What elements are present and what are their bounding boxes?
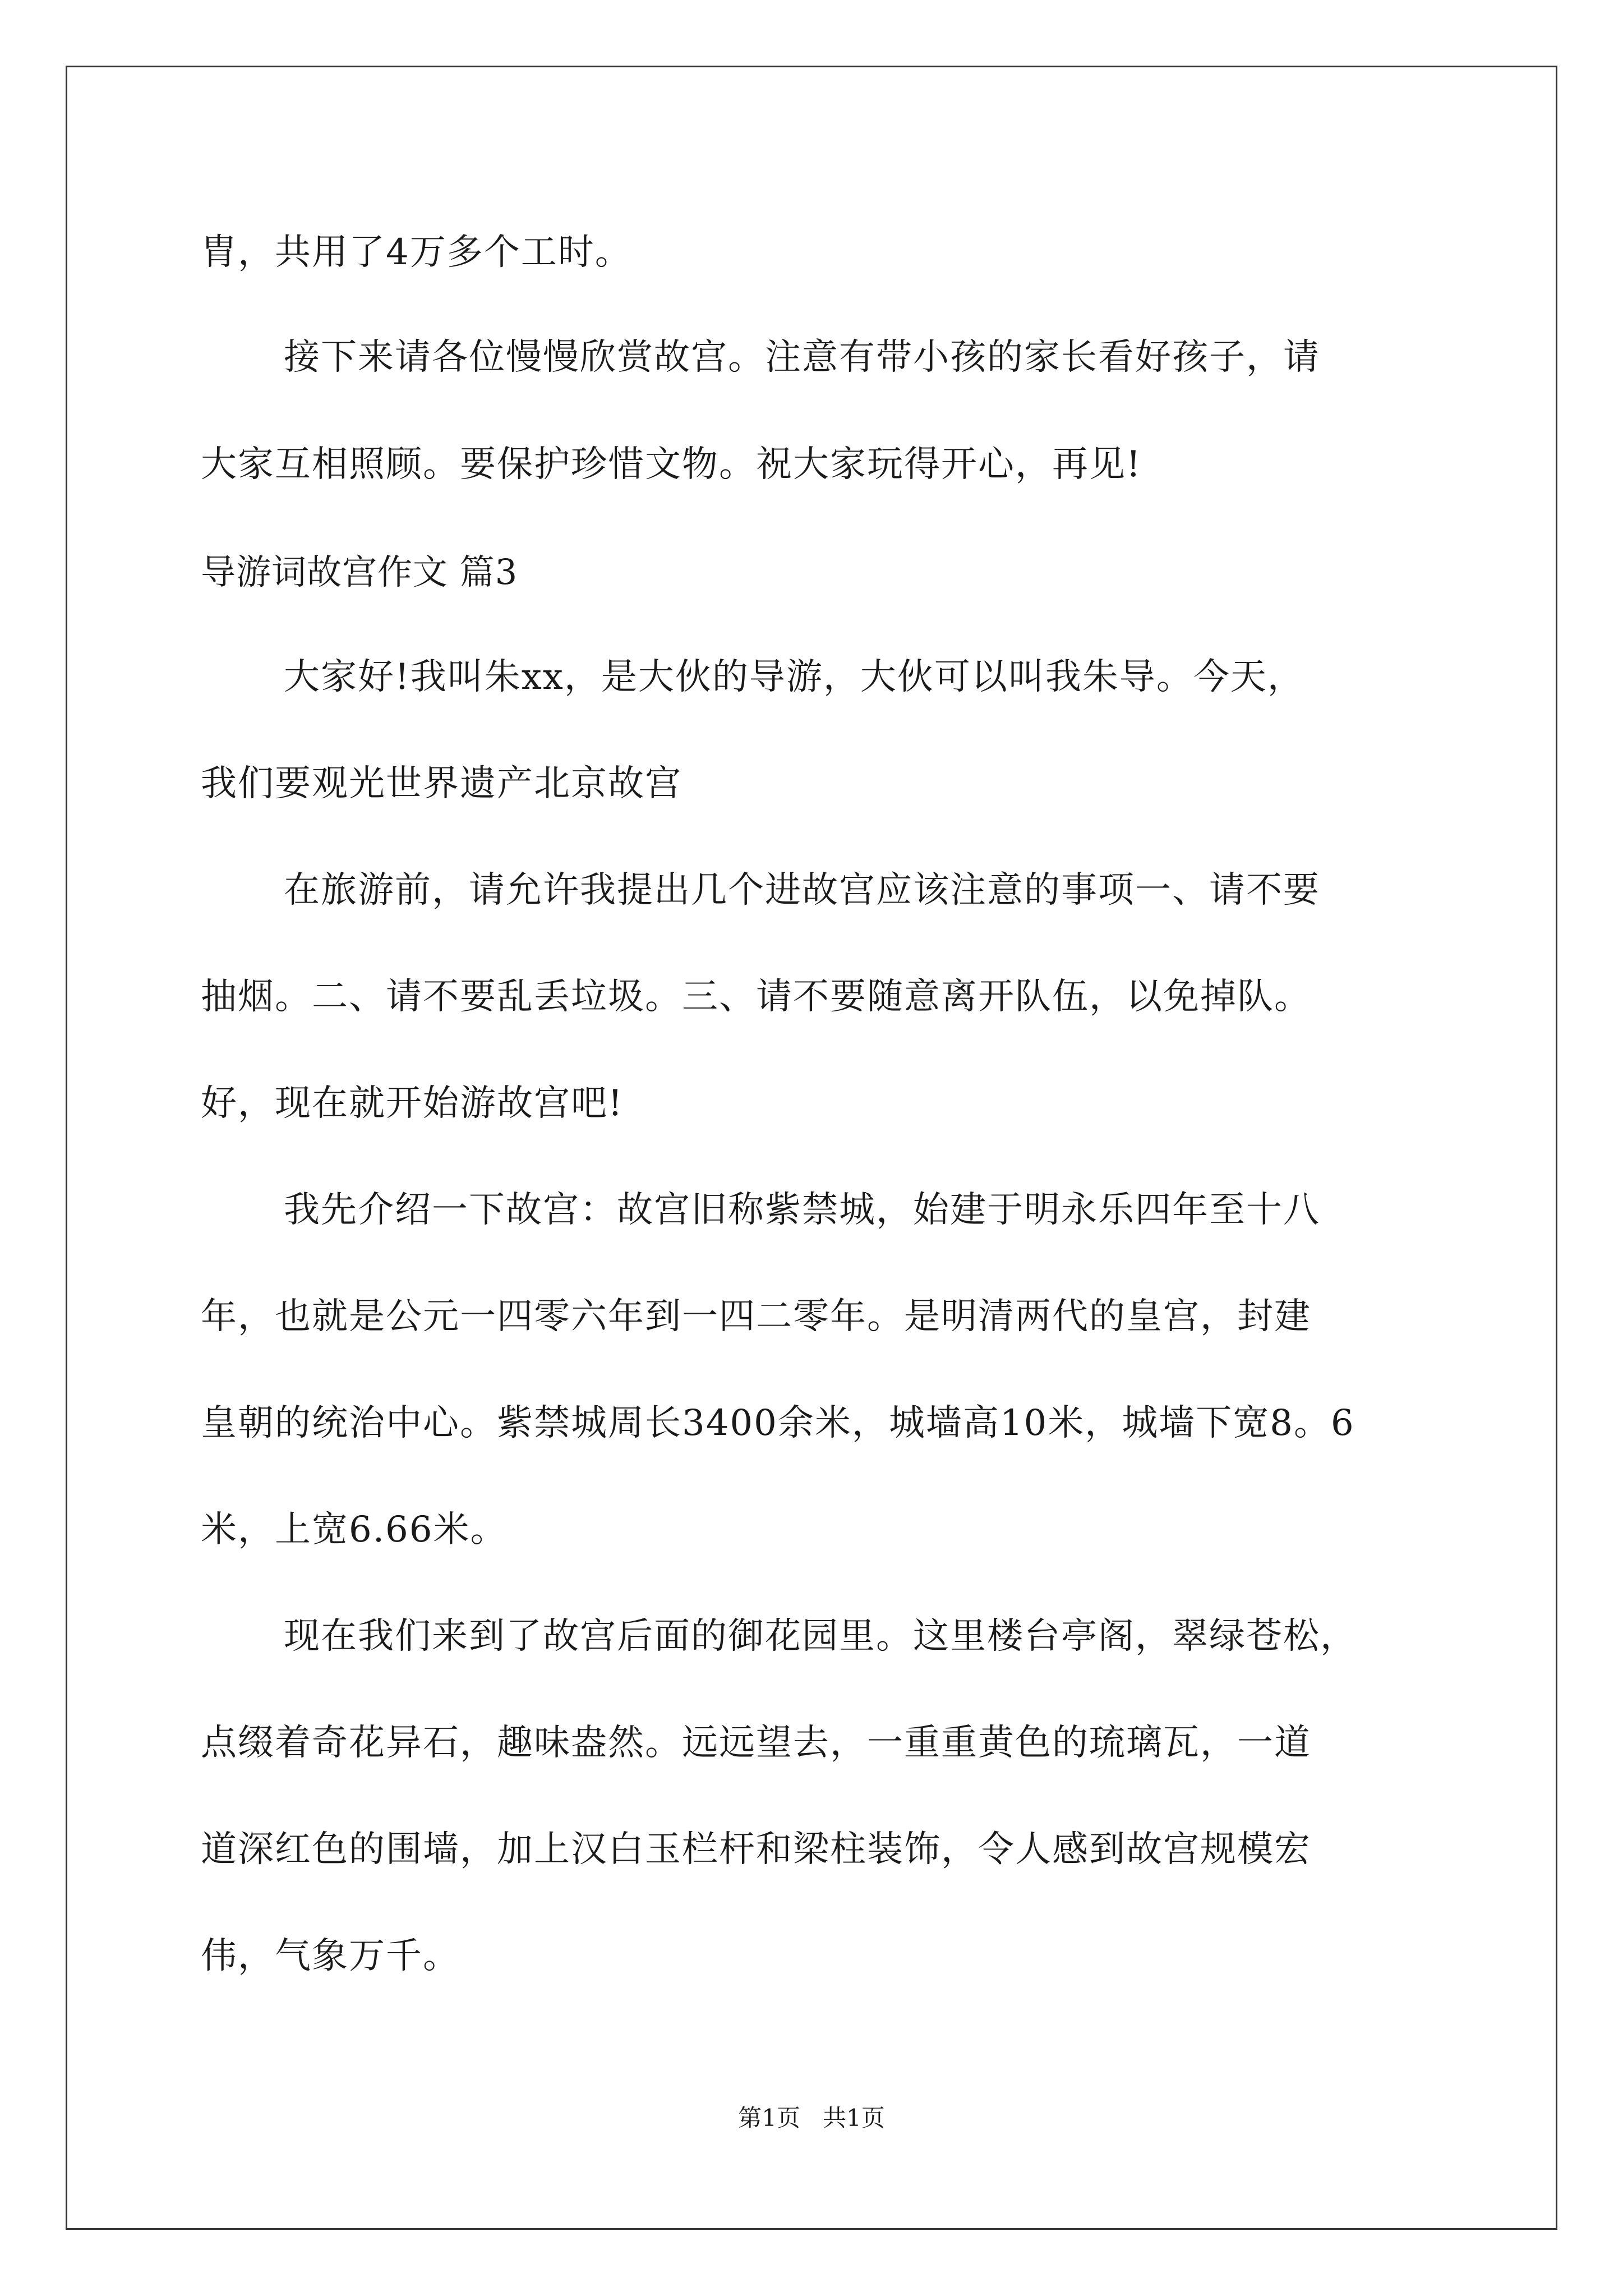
paragraph-line: 道深红色的围墙，加上汉白玉栏杆和梁柱装饰，令人感到故宫规模宏: [201, 1829, 1311, 1870]
paragraph-line: 现在我们来到了故宫后面的御花园里。这里楼台亭阁，翠绿苍松，: [284, 1616, 1357, 1657]
paragraph-line: 我先介绍一下故宫：故宫旧称紫禁城，始建于明永乐四年至十八: [284, 1189, 1320, 1231]
paragraph-line: 伟，气象万千。: [201, 1935, 460, 1977]
paragraph-line: 我们要观光世界遗产北京故宫: [201, 763, 682, 804]
section-heading: 导游词故宫作文 篇3: [201, 551, 518, 592]
paragraph-line: 皇朝的统治中心。紫禁城周长3400余米，城墙高10米，城墙下宽8。6: [201, 1402, 1355, 1444]
paragraph-line: 在旅游前，请允许我提出几个进故宫应该注意的事项一、请不要: [284, 869, 1320, 911]
paragraph-line: 接下来请各位慢慢欣赏故宫。注意有带小孩的家长看好孩子，请: [284, 337, 1320, 378]
paragraph-line: 好，现在就开始游故宫吧!: [201, 1083, 624, 1124]
page-footer: 第1页 共1页: [738, 2104, 885, 2132]
paragraph-line: 米，上宽6.66米。: [201, 1509, 508, 1550]
paragraph-line: 胄，共用了4万多个工时。: [201, 232, 632, 273]
paragraph-line: 大家好!我叫朱xx，是大伙的导游，大伙可以叫我朱导。今天，: [284, 656, 1304, 698]
paragraph-line: 年，也就是公元一四零六年到一四二零年。是明清两代的皇宫，封建: [201, 1296, 1311, 1337]
paragraph-line: 点缀着奇花异石，趣味盎然。远远望去，一重重黄色的琉璃瓦，一道: [201, 1722, 1311, 1764]
paragraph-line: 大家互相照顾。要保护珍惜文物。祝大家玩得开心，再见!: [201, 444, 1142, 485]
page-border: [66, 66, 1557, 2230]
paragraph-line: 抽烟。二、请不要乱丢垃圾。三、请不要随意离开队伍，以免掉队。: [201, 976, 1311, 1018]
